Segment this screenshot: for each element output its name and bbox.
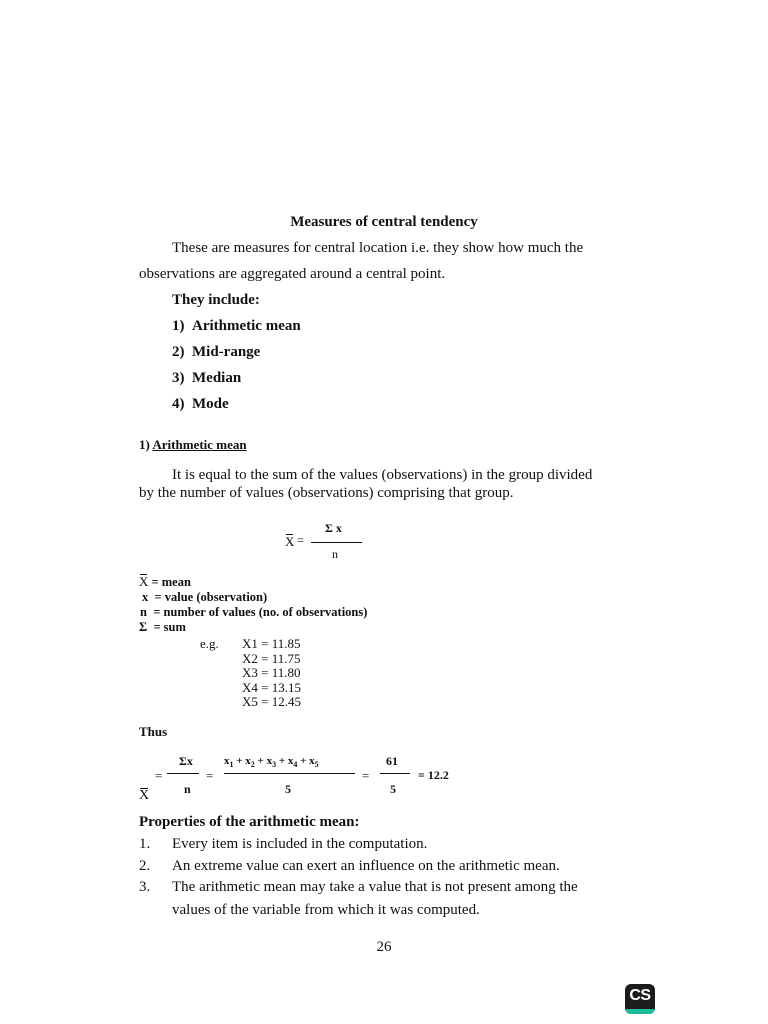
property-number: 3. <box>139 879 151 895</box>
formula-numerator: Σ x <box>325 521 342 535</box>
list-item-label: Mid-range <box>192 344 261 360</box>
example-value: X5 = 12.45 <box>242 694 301 709</box>
calc-f3-denominator: 5 <box>390 782 396 796</box>
legend-symbol: x <box>142 590 149 604</box>
list-item-number: 3) <box>172 370 185 386</box>
section-number: 1) <box>139 437 150 452</box>
calc-plus: + <box>257 755 264 767</box>
calc-plus: + <box>300 755 307 767</box>
thus-label: Thus <box>139 724 168 739</box>
calc-result: = 12.2 <box>418 768 449 782</box>
list-item-number: 2) <box>172 344 185 360</box>
calc-f1-denominator: n <box>184 782 191 796</box>
calc-f3-line <box>380 773 410 774</box>
legend-symbol: Σ <box>139 620 148 634</box>
formula-denominator: n <box>332 547 338 561</box>
example-label: e.g. <box>200 636 219 651</box>
camscanner-logo <box>625 984 655 1014</box>
calc-subscript: 2 <box>250 760 255 770</box>
legend-text: = mean <box>151 575 191 589</box>
calc-plus: + <box>236 755 243 767</box>
property-text-continued: values of the variable from which it was computed. <box>172 902 480 918</box>
list-item-label: Arithmetic mean <box>192 318 301 334</box>
calc-plus: + <box>278 755 286 767</box>
page-title: Measures of central tendency <box>290 214 478 230</box>
example-value: X4 = 13.15 <box>242 680 301 695</box>
legend-text: = number of values (no. of observations) <box>153 605 368 619</box>
list-item-number: 1) <box>172 318 185 334</box>
calc-f3-numerator: 61 <box>386 754 398 768</box>
legend-row <box>139 574 191 590</box>
properties-title: Properties of the arithmetic mean: <box>139 814 360 830</box>
list-item-number: 4) <box>172 396 185 412</box>
definition-line-1: It is equal to the sum of the values (observations) in the group divided <box>172 467 593 483</box>
list-item <box>139 836 427 853</box>
calc-f2-line <box>224 773 355 774</box>
formula-lhs: X <box>285 534 295 549</box>
intro-line-2: observations are aggregated around a central point. <box>139 266 446 282</box>
section-heading <box>139 437 247 453</box>
list-item <box>172 370 241 387</box>
list-item-label: Mode <box>192 396 229 412</box>
include-label: They include: <box>172 292 260 308</box>
calc-equals-3: = <box>362 768 370 783</box>
property-number: 1. <box>139 836 151 852</box>
logo-text: CS <box>629 987 651 1004</box>
definition-line-2: by the number of values (observations) comprising that group. <box>139 485 514 501</box>
calc-equals-1: = <box>155 768 163 783</box>
calc-term: x <box>266 755 273 767</box>
page-number: 26 <box>376 939 392 955</box>
calc-term: x <box>287 755 294 767</box>
calc-subscript: 3 <box>272 760 277 770</box>
property-text: The arithmetic mean may take a value that is not present among the <box>172 879 578 895</box>
list-item <box>172 344 260 361</box>
list-item <box>172 318 301 335</box>
example-value: X3 = 11.80 <box>242 665 301 680</box>
example-value: X1 = 11.85 <box>242 636 301 651</box>
property-text: An extreme value can exert an influence on the arithmetic mean. <box>172 858 560 874</box>
legend-row <box>140 605 367 620</box>
property-text: Every item is included in the computation. <box>172 836 428 852</box>
calc-f2-numerator <box>224 755 319 769</box>
calc-f1-numerator: Σx <box>179 754 193 768</box>
formula-fraction-line <box>311 542 362 543</box>
property-number: 2. <box>139 858 151 874</box>
logo-stripe <box>625 1009 655 1014</box>
calc-term: x <box>224 755 230 767</box>
calc-subscript: 4 <box>293 760 298 770</box>
legend-text: = sum <box>153 620 186 634</box>
calc-f1-line <box>167 773 199 774</box>
list-item <box>139 858 560 875</box>
calc-f2-denominator: 5 <box>285 782 291 796</box>
legend-row <box>142 590 267 605</box>
section-title: Arithmetic mean <box>152 437 247 452</box>
formula-equals: = <box>297 533 304 547</box>
calc-lhs: X <box>139 788 150 803</box>
example-value: X2 = 11.75 <box>242 651 301 666</box>
legend-row <box>139 620 186 635</box>
legend-symbol: n <box>140 605 147 619</box>
calc-term: x <box>309 755 315 767</box>
calc-term: x <box>245 755 251 767</box>
intro-line-1: These are measures for central location i.e. they show how much the <box>172 240 584 256</box>
list-item-label: Median <box>192 370 242 386</box>
legend-text: = value (observation) <box>154 590 268 604</box>
legend-symbol: X <box>139 574 149 589</box>
list-item <box>139 879 578 896</box>
list-item <box>172 396 229 413</box>
calc-subscript: 5 <box>314 760 319 770</box>
calc-subscript: 1 <box>229 760 234 770</box>
calc-equals-2: = <box>206 768 214 783</box>
